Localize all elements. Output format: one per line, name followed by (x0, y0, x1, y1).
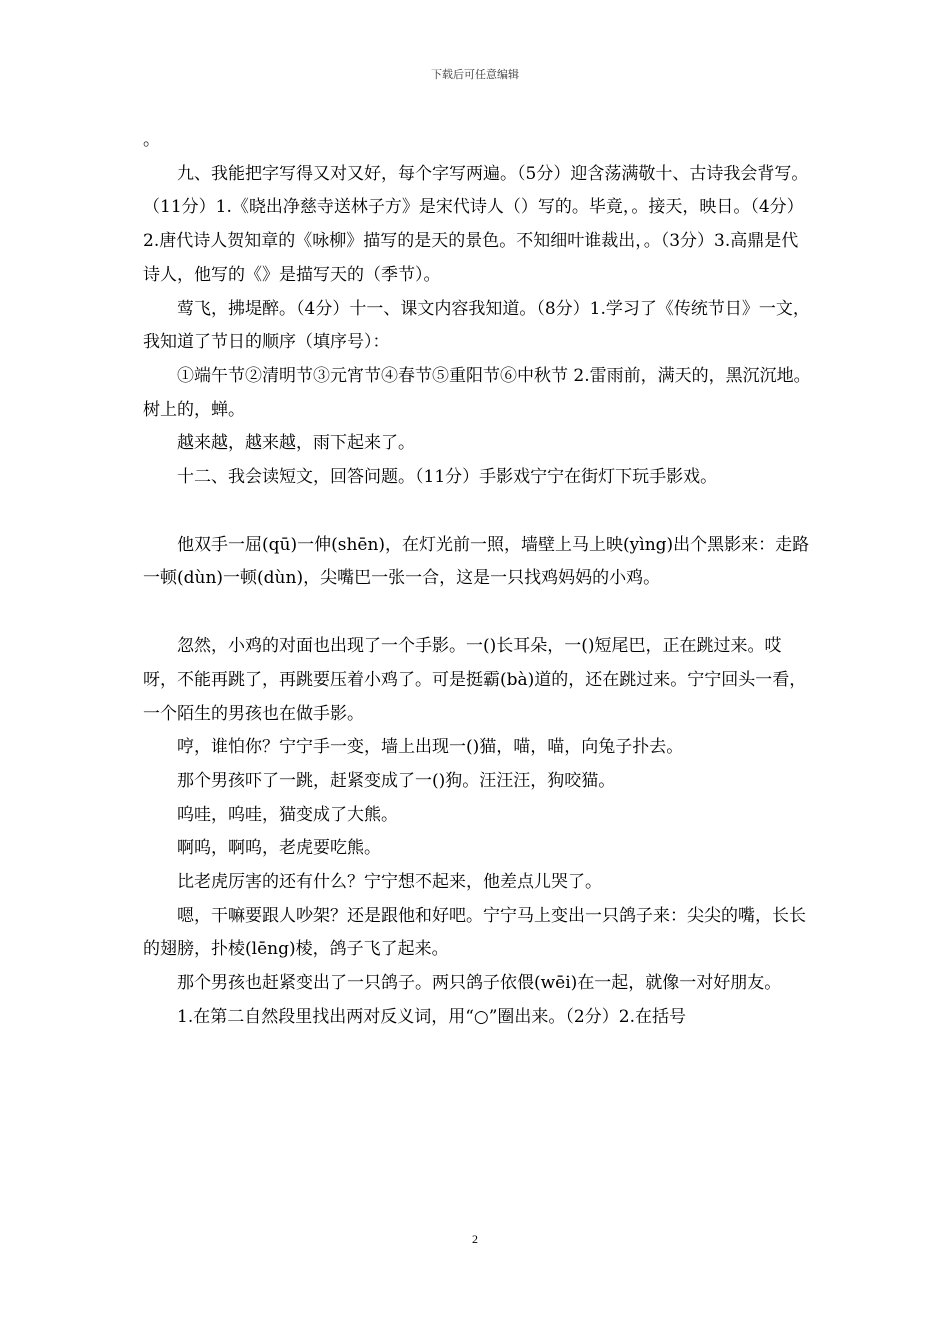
paragraph: 呜哇，呜哇，猫变成了大熊。 (177, 804, 398, 825)
paragraph: 。 (143, 130, 160, 150)
document-body (143, 124, 811, 1035)
paragraph: 哼，谁怕你？宁宁手一变，墙上出现一()猫，喵，喵，向兔子扑去。 (177, 737, 684, 758)
paragraph: 啊呜，啊呜，老虎要吃熊。 (177, 838, 381, 859)
paragraph: 嗯，干嘛要跟人吵架？还是跟他和好吧。宁宁马上变出一只鸽子来：尖尖的嘴，长长的翅膀，扑棱(lēng)棱，鸽子飞了起来。 (143, 905, 806, 960)
paragraph: 那个男孩吓了一跳，赶紧变成了一()狗。汪汪汪，狗咬猫。 (177, 770, 616, 791)
page-header: 下载后可任意编辑 (431, 68, 519, 81)
paragraph: 那个男孩也赶紧变出了一只鸽子。两只鸽子依偎(wēi)在一起，就像一对好朋友。 (177, 973, 782, 994)
paragraph: 1.在第二自然段里找出两对反义词，用“○”圈出来。（2分）2.在括号 (177, 1006, 686, 1027)
paragraph: 他双手一屈(qū)一伸(shēn)，在灯光前一照，墙壁上马上映(yìng)出个黑影来：走路一顿(dùn)一顿(dùn)，尖嘴巴一张一合，这是一只找鸡妈妈的小鸡。 (143, 534, 810, 589)
paragraph: 越来越，越来越，雨下起来了。 (177, 433, 415, 454)
paragraph: 九、我能把字写得又对又好，每个字写两遍。（5分）迎含荡满敬十、古诗我会背写。（11分）1.《晓出净慈寺送林子方》是宋代诗人（）写的。毕竟，。接天，映日。（4分）2.唐代诗人贺知章的《咏柳》描写的是天的景色。不知细叶谁裁出，。（3分）3.高鼎是代诗人，他写的《》是描写天的（季节）。 (143, 163, 809, 285)
paragraph: 忽然，小鸡的对面也出现了一个手影。一()长耳朵，一()短尾巴，正在跳过来。哎呀，不能再跳了，再跳要压着小鸡了。可是挺霸(bà)道的，还在跳过来。宁宁回头一看，一个陌生的男孩也在做手影。 (143, 636, 807, 724)
paragraph-spacer (143, 495, 811, 529)
paragraph-spacer (143, 596, 811, 630)
paragraph: 莺飞，拂堤醉。（4分）十一、课文内容我知道。（8分）1.学习了《传统节日》一文，我知道了节日的顺序（填序号）： (143, 298, 810, 353)
page-number: 2 (472, 1232, 478, 1246)
paragraph: 十二、我会读短文，回答问题。（11分）手影戏宁宁在街灯下玩手影戏。 (177, 467, 718, 488)
paragraph: ①端午节②清明节③元宵节④春节⑤重阳节⑥中秋节 2.雷雨前，满天的，黑沉沉地。树上的，蝉。 (143, 365, 811, 420)
paragraph: 比老虎厉害的还有什么？宁宁想不起来，他差点儿哭了。 (177, 872, 602, 893)
